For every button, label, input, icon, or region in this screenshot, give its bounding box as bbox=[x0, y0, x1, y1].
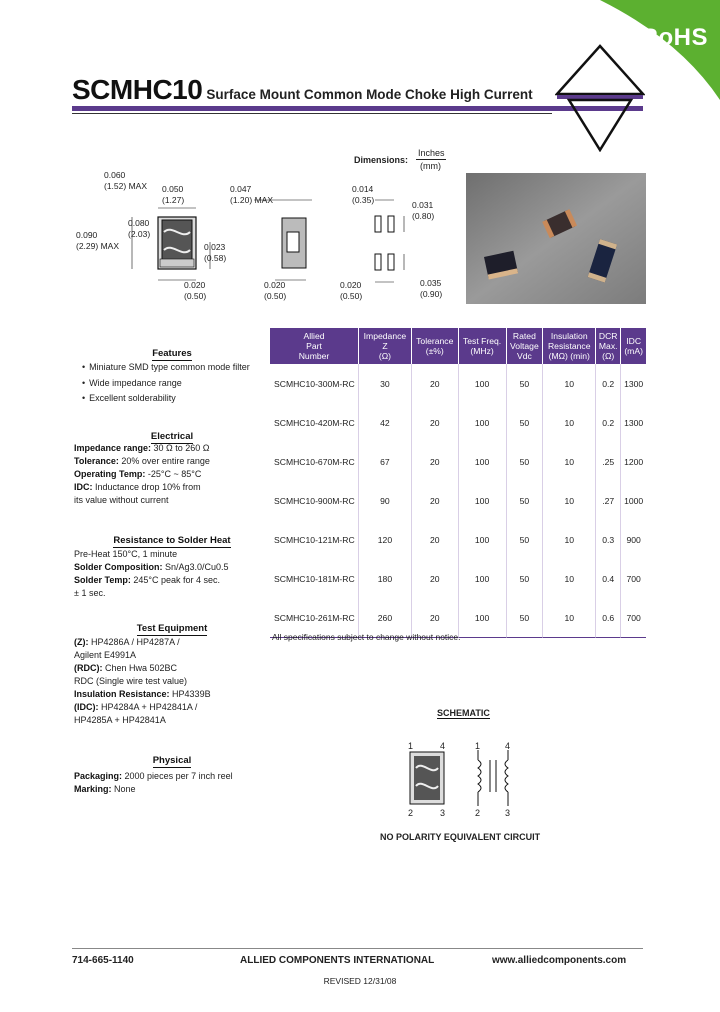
features-heading: Features bbox=[152, 348, 192, 359]
marking-label: Marking: bbox=[74, 784, 112, 794]
dim-width-mm: (1.27) bbox=[162, 195, 185, 205]
schematic-heading: SCHEMATIC bbox=[437, 708, 490, 718]
list-item: • Miniature SMD type common mode filter bbox=[82, 360, 250, 376]
cell-freq: 100 bbox=[458, 403, 506, 442]
packaging-label: Packaging: bbox=[74, 771, 123, 781]
cell-part: SCMHC10-121M-RC bbox=[274, 534, 355, 545]
idc-value: Inductance drop 10% from bbox=[95, 482, 201, 492]
cell-part: SCMHC10-670M-RC bbox=[274, 456, 355, 467]
cell-impedance: 180 bbox=[358, 559, 411, 598]
table-row bbox=[270, 403, 646, 442]
cell-part: SCMHC10-900M-RC bbox=[274, 495, 355, 506]
cell-freq: 100 bbox=[458, 520, 506, 559]
cell-idc: 1200 bbox=[620, 442, 646, 481]
cell-dcr: 0.6 bbox=[595, 598, 620, 638]
footer-website[interactable]: www.alliedcomponents.com bbox=[492, 955, 627, 966]
cell-freq: 100 bbox=[458, 364, 506, 403]
pin-3-label: 3 bbox=[440, 808, 446, 818]
tolerance-label: Tolerance: bbox=[74, 456, 119, 466]
cell-insulation: 10 bbox=[542, 442, 595, 481]
dim-width-max: 0.060 bbox=[104, 170, 126, 180]
dimension-drawings: 0.060 (1.52) MAX 0.050 (1.27) 0.090 (2.29) MAX 0.080 (2.03) 0.023 (0.58) 0.020 (0.50) 0.047 (1.20) MAX 0.020 (0.50) 0.014 (0.35) 0.031 (0.80) 0.020 (0.50) 0.035 (0.90) bbox=[72, 160, 462, 310]
test-idc-label: (IDC): bbox=[74, 702, 99, 712]
col-dcr: DCR Max. (Ω) bbox=[595, 328, 620, 364]
test-ir-label: Insulation Resistance: bbox=[74, 689, 170, 699]
cell-voltage: 50 bbox=[506, 364, 543, 403]
revision-date: REVISED 12/31/08 bbox=[323, 976, 397, 986]
table-row bbox=[270, 559, 646, 598]
solder-temp-label: Solder Temp: bbox=[74, 575, 131, 585]
page-header bbox=[72, 74, 533, 106]
solder-composition-value: Sn/Ag3.0/Cu0.5 bbox=[165, 562, 229, 572]
product-photo-image bbox=[466, 173, 646, 304]
dim-land-length-mm: (0.80) bbox=[412, 211, 435, 221]
marking-value: None bbox=[114, 784, 136, 794]
operating-temp-label: Operating Temp: bbox=[74, 469, 146, 479]
cell-impedance: 120 bbox=[358, 520, 411, 559]
operating-temp-value: -25°C ~ 85°C bbox=[147, 469, 202, 479]
col-tolerance: Tolerance (±%) bbox=[411, 328, 458, 364]
col-rated-voltage: Rated Voltage Vdc bbox=[506, 328, 543, 364]
solder-temp-tolerance: ± 1 sec. bbox=[74, 588, 106, 598]
dim-land-width: 0.014 bbox=[352, 184, 374, 194]
solder-heading-wrap bbox=[72, 530, 272, 548]
electrical-heading: Electrical bbox=[150, 431, 194, 442]
cell-voltage: 50 bbox=[506, 598, 543, 638]
cell-impedance: 260 bbox=[358, 598, 411, 638]
test-idc-value: HP4284A + HP42841A / bbox=[101, 702, 198, 712]
cell-idc: 700 bbox=[620, 598, 646, 638]
col-impedance: Impedance Z (Ω) bbox=[358, 328, 411, 364]
cell-insulation: 10 bbox=[542, 481, 595, 520]
cell-voltage: 50 bbox=[506, 442, 543, 481]
dim-land-gap: 0.020 bbox=[340, 280, 362, 290]
test-rdc-value-cont: RDC (Single wire test value) bbox=[74, 676, 188, 686]
dim-height-max-mm: (1.20) bbox=[230, 195, 253, 205]
cell-idc: 700 bbox=[620, 559, 646, 598]
unit-mm: (mm) bbox=[420, 161, 441, 171]
dim-length-max-mm: (2.29) bbox=[76, 241, 99, 251]
inductor-pin-2-label: 2 bbox=[475, 808, 481, 818]
spec-note: All specifications subject to change without notice. bbox=[272, 632, 461, 642]
dim-length-max: 0.090 bbox=[76, 230, 98, 240]
cell-tolerance: 20 bbox=[411, 598, 458, 638]
dim-land-width-mm: (0.35) bbox=[352, 195, 375, 205]
cell-part: SCMHC10-420M-RC bbox=[274, 417, 355, 428]
cell-tolerance: 20 bbox=[411, 520, 458, 559]
schematic-caption: NO POLARITY EQUIVALENT CIRCUIT bbox=[380, 832, 541, 842]
idc-value-cont: its value without current bbox=[74, 495, 169, 505]
test-equipment-heading: Test Equipment bbox=[136, 623, 208, 634]
cell-idc: 1300 bbox=[620, 403, 646, 442]
cell-voltage: 50 bbox=[506, 481, 543, 520]
idc-label: IDC: bbox=[74, 482, 93, 492]
dim-land-span: 0.035 bbox=[420, 278, 442, 288]
cell-dcr: .27 bbox=[595, 481, 620, 520]
dim-length-mm: (2.03) bbox=[128, 229, 151, 239]
cell-insulation: 10 bbox=[542, 598, 595, 638]
test-heading-wrap bbox=[72, 618, 272, 636]
dimensions-label: Dimensions: bbox=[354, 155, 409, 165]
cell-freq: 100 bbox=[458, 481, 506, 520]
product-photo bbox=[466, 173, 646, 304]
dim-land-gap-mm: (0.50) bbox=[340, 291, 363, 301]
test-idc-value-cont: HP4285A + HP42841A bbox=[74, 715, 166, 725]
col-test-freq: Test Freq. (MHz) bbox=[458, 328, 506, 364]
table-row bbox=[270, 520, 646, 559]
dim-land-length: 0.031 bbox=[412, 200, 434, 210]
cell-idc: 900 bbox=[620, 520, 646, 559]
cell-insulation: 10 bbox=[542, 520, 595, 559]
test-z-label: (Z): bbox=[74, 637, 89, 647]
unit-inches: Inches bbox=[418, 148, 445, 158]
common-mode-choke-schematic bbox=[400, 740, 530, 820]
pin-4-label: 4 bbox=[440, 741, 446, 751]
allied-logo bbox=[555, 44, 645, 152]
dim-pad-pitch-mm: (0.58) bbox=[204, 253, 227, 263]
rohs-label: RoHS bbox=[640, 24, 708, 51]
cell-tolerance: 20 bbox=[411, 403, 458, 442]
cell-dcr: 0.2 bbox=[595, 364, 620, 403]
product-subtitle: Surface Mount Common Mode Choke High Current bbox=[206, 87, 533, 102]
packaging-value: 2000 pieces per 7 inch reel bbox=[124, 771, 233, 781]
test-equipment-specs bbox=[74, 636, 211, 727]
cell-dcr: 0.4 bbox=[595, 559, 620, 598]
cell-idc: 1300 bbox=[620, 364, 646, 403]
cell-dcr: 0.3 bbox=[595, 520, 620, 559]
list-item: • Wide impedance range bbox=[82, 376, 250, 392]
physical-heading: Physical bbox=[152, 755, 192, 766]
dim-terminal: 0.020 bbox=[264, 280, 286, 290]
cell-freq: 100 bbox=[458, 598, 506, 638]
test-z-value: HP4286A / HP4287A / bbox=[91, 637, 180, 647]
list-item: • Excellent solderability bbox=[82, 391, 250, 407]
cell-insulation: 10 bbox=[542, 403, 595, 442]
cell-voltage: 50 bbox=[506, 520, 543, 559]
preheat-text: Pre-Heat 150°C, 1 minute bbox=[74, 549, 178, 559]
features-heading-wrap bbox=[72, 343, 272, 361]
dim-width-max-mm: (1.52) bbox=[104, 181, 127, 191]
allied-logo-icon bbox=[555, 44, 645, 152]
tolerance-value: 20% over entire range bbox=[121, 456, 210, 466]
cell-tolerance: 20 bbox=[411, 481, 458, 520]
inductor-symbol bbox=[478, 750, 508, 806]
cell-insulation: 10 bbox=[542, 364, 595, 403]
impedance-value: 30 Ω to 260 Ω bbox=[153, 443, 210, 453]
cell-voltage: 50 bbox=[506, 559, 543, 598]
dim-length: 0.080 bbox=[128, 218, 150, 228]
chip-symbol bbox=[410, 752, 444, 804]
cell-tolerance: 20 bbox=[411, 559, 458, 598]
cell-impedance: 42 bbox=[358, 403, 411, 442]
dim-max-label: MAX bbox=[128, 181, 148, 191]
cell-voltage: 50 bbox=[506, 403, 543, 442]
cell-impedance: 30 bbox=[358, 364, 411, 403]
features-list bbox=[72, 360, 250, 407]
cell-freq: 100 bbox=[458, 442, 506, 481]
dim-pad-pitch: 0.023 bbox=[204, 242, 226, 252]
cell-tolerance: 20 bbox=[411, 442, 458, 481]
model-title: SCMHC10 bbox=[72, 74, 203, 105]
header-thin-rule bbox=[72, 113, 552, 114]
schematic-diagram bbox=[400, 740, 530, 820]
cell-part: SCMHC10-181M-RC bbox=[274, 573, 355, 584]
col-insulation: Insulation Resistance (MΩ) (min) bbox=[542, 328, 595, 364]
dim-land-span-mm: (0.90) bbox=[420, 289, 443, 299]
physical-specs bbox=[74, 770, 233, 796]
inductor-pin-4-label: 4 bbox=[505, 741, 511, 751]
footer-phone: 714-665-1140 bbox=[72, 955, 134, 966]
footer-company: ALLIED COMPONENTS INTERNATIONAL bbox=[240, 955, 435, 966]
table-header-row bbox=[270, 328, 646, 364]
solder-composition-label: Solder Composition: bbox=[74, 562, 163, 572]
dim-height-max: 0.047 bbox=[230, 184, 252, 194]
table-row bbox=[270, 364, 646, 403]
cell-impedance: 90 bbox=[358, 481, 411, 520]
dim-terminal-mm: (0.50) bbox=[264, 291, 287, 301]
pin-1-label: 1 bbox=[408, 741, 414, 751]
cell-insulation: 10 bbox=[542, 559, 595, 598]
col-part-number: Allied Part Number bbox=[270, 328, 358, 364]
physical-heading-wrap bbox=[72, 750, 272, 768]
solder-heading: Resistance to Solder Heat bbox=[113, 535, 231, 546]
test-z-value-cont: Agilent E4991A bbox=[74, 650, 137, 660]
cell-dcr: .25 bbox=[595, 442, 620, 481]
dim-width: 0.050 bbox=[162, 184, 184, 194]
dim-pad-width: 0.020 bbox=[184, 280, 206, 290]
table-row bbox=[270, 481, 646, 520]
impedance-label: Impedance range: bbox=[74, 443, 152, 453]
spec-table bbox=[270, 328, 646, 638]
cell-part: SCMHC10-261M-RC bbox=[270, 598, 358, 638]
cell-dcr: 0.2 bbox=[595, 403, 620, 442]
dim-pad-width-mm: (0.50) bbox=[184, 291, 207, 301]
footer-rule bbox=[72, 948, 643, 949]
col-idc: IDC (mA) bbox=[620, 328, 646, 364]
solder-temp-value: 245°C peak for 4 sec. bbox=[133, 575, 221, 585]
cell-part: SCMHC10-300M-RC bbox=[274, 378, 355, 389]
inductor-pin-3-label: 3 bbox=[505, 808, 511, 818]
electrical-specs bbox=[74, 442, 210, 507]
cell-idc: 1000 bbox=[620, 481, 646, 520]
test-rdc-value: Chen Hwa 502BC bbox=[105, 663, 178, 673]
test-rdc-label: (RDC): bbox=[74, 663, 103, 673]
test-ir-value: HP4339B bbox=[172, 689, 211, 699]
cell-freq: 100 bbox=[458, 559, 506, 598]
table-row bbox=[270, 442, 646, 481]
solder-specs bbox=[74, 548, 229, 600]
pin-2-label: 2 bbox=[408, 808, 414, 818]
inductor-pin-1-label: 1 bbox=[475, 741, 481, 751]
cell-impedance: 67 bbox=[358, 442, 411, 481]
cell-tolerance: 20 bbox=[411, 364, 458, 403]
